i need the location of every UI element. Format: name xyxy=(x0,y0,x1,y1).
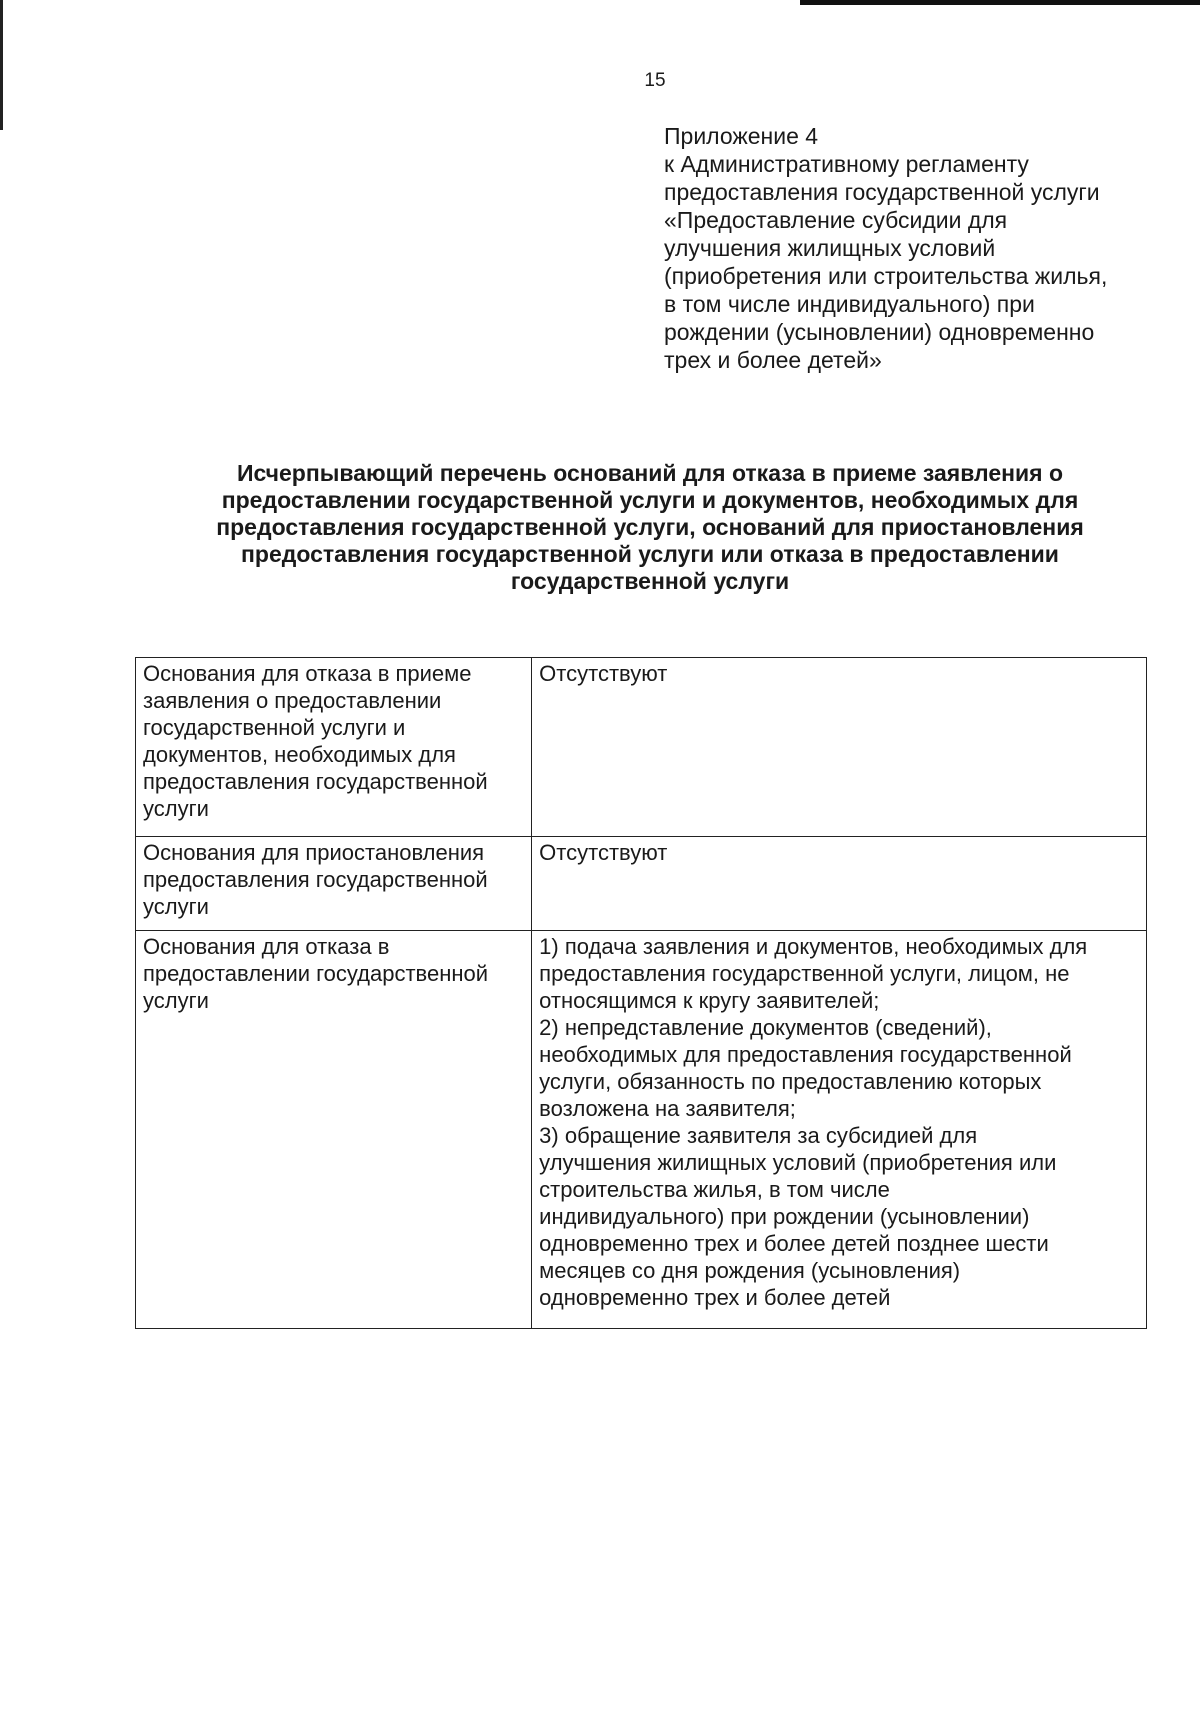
page-number: 15 xyxy=(644,70,666,91)
cell-line: 1) подача заявления и документов, необходимых для xyxy=(539,934,1088,959)
grounds-table xyxy=(135,657,1147,1329)
cell-line: услуги, обязанность по предоставлению которых xyxy=(539,1069,1042,1094)
cell-line: документов, необходимых для xyxy=(143,742,456,767)
cell-line: одновременно трех и более детей xyxy=(539,1285,891,1310)
table-row xyxy=(136,658,1147,837)
cell-line: относящимся к кругу заявителей; xyxy=(539,988,880,1013)
cell-line: Основания для приостановления xyxy=(143,840,485,865)
cell-line: 2) непредставление документов (сведений), xyxy=(539,1015,992,1040)
cell-line: месяцев со дня рождения (усыновления) xyxy=(539,1258,961,1283)
appendix-line: предоставления государственной услуги xyxy=(664,179,1100,205)
title-line: предоставления государственной услуги, оснований для приостановления xyxy=(216,514,1084,540)
title-line: предоставлении государственной услуги и документов, необходимых для xyxy=(221,487,1079,513)
cell-line: услуги xyxy=(143,796,209,821)
appendix-line: Приложение 4 xyxy=(664,123,819,149)
appendix-line: рождении (усыновлении) одновременно xyxy=(664,319,1095,345)
scan-edge-top xyxy=(800,0,1200,5)
title-line: государственной услуги xyxy=(510,568,790,594)
appendix-line: «Предоставление субсидии для xyxy=(664,207,1008,233)
table-row xyxy=(136,931,1147,1329)
ground-cell xyxy=(136,931,532,1329)
value-cell xyxy=(532,658,1147,837)
cell-line: услуги xyxy=(143,894,209,919)
cell-line: Отсутствуют xyxy=(539,661,668,686)
appendix-line: трех и более детей» xyxy=(664,347,882,373)
cell-line: Основания для отказа в приеме xyxy=(143,661,472,686)
cell-line: предоставлении государственной xyxy=(143,961,489,986)
value-cell xyxy=(532,837,1147,931)
appendix-line: улучшения жилищных условий xyxy=(664,235,996,261)
cell-line: услуги xyxy=(143,988,209,1013)
ground-cell xyxy=(136,837,532,931)
appendix-line: в том числе индивидуального) при xyxy=(664,291,1035,317)
title-line: Исчерпывающий перечень оснований для отказа в приеме заявления о xyxy=(236,460,1064,486)
table-row xyxy=(136,837,1147,931)
value-cell xyxy=(532,931,1147,1329)
appendix-line: к Административному регламенту xyxy=(664,151,1029,177)
cell-line: заявления о предоставлении xyxy=(143,688,442,713)
document-title xyxy=(100,460,1200,595)
cell-line: 3) обращение заявителя за субсидией для xyxy=(539,1123,978,1148)
cell-line: строительства жилья, в том числе xyxy=(539,1177,890,1202)
cell-line: предоставления государственной xyxy=(143,769,488,794)
cell-line: улучшения жилищных условий (приобретения или xyxy=(539,1150,1057,1175)
cell-line: государственной услуги и xyxy=(143,715,406,740)
ground-cell xyxy=(136,658,532,837)
cell-line: индивидуального) при рождении (усыновлении) xyxy=(539,1204,1030,1229)
scan-edge-left xyxy=(0,0,3,130)
cell-line: Основания для отказа в xyxy=(143,934,390,959)
cell-line: возложена на заявителя; xyxy=(539,1096,796,1121)
cell-line: одновременно трех и более детей позднее шести xyxy=(539,1231,1049,1256)
cell-line: предоставления государственной услуги, лицом, не xyxy=(539,961,1070,986)
cell-line: Отсутствуют xyxy=(539,840,668,865)
appendix-header xyxy=(664,122,1184,374)
title-line: предоставления государственной услуги или отказа в предоставлении xyxy=(241,541,1059,567)
cell-line: необходимых для предоставления государственной xyxy=(539,1042,1072,1067)
appendix-line: (приобретения или строительства жилья, xyxy=(664,263,1108,289)
cell-line: предоставления государственной xyxy=(143,867,488,892)
